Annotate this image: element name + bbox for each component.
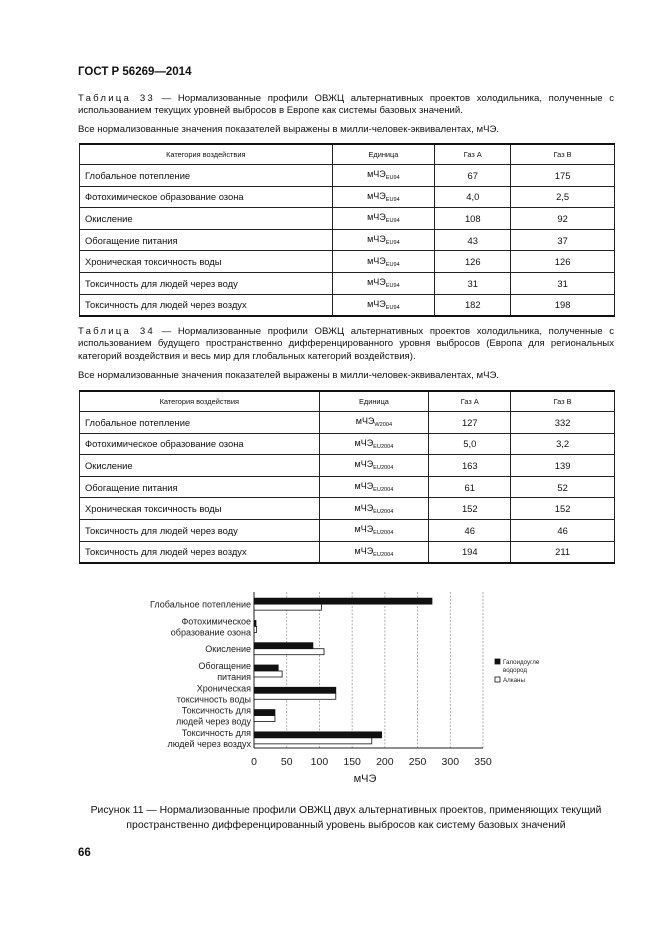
category-label: Токсичность для xyxy=(181,727,251,738)
unit-text: мЧЭ xyxy=(354,545,374,556)
gas-a-cell: 127 xyxy=(429,412,511,434)
category-cell: Токсичность для людей через воду xyxy=(80,272,333,294)
unit-text: мЧЭ xyxy=(354,459,374,470)
unit-subscript: W2004 xyxy=(374,422,393,429)
category-cell: Фотохимическое образование озона xyxy=(80,433,320,455)
category-label: Обогащение xyxy=(198,661,251,671)
gas-a-cell: 67 xyxy=(435,165,511,187)
category-label: Окисление xyxy=(205,644,251,655)
unit-subscript: EU94 xyxy=(385,175,400,182)
gas-a-cell: 108 xyxy=(435,208,511,230)
table34-label: Таблица 34 xyxy=(78,326,155,337)
x-axis-label: мЧЭ xyxy=(353,773,377,785)
gas-b-cell: 52 xyxy=(511,476,615,498)
table33-header-cell: Газ В xyxy=(511,144,615,165)
gas-b-cell: 175 xyxy=(511,165,615,187)
bar-series1 xyxy=(254,710,275,716)
gas-a-cell: 126 xyxy=(435,251,511,273)
x-tick-label: 200 xyxy=(376,756,394,768)
table34-header-cell: Газ В xyxy=(511,391,615,412)
gas-b-cell: 3,2 xyxy=(511,433,615,455)
unit-subscript: EU2004 xyxy=(373,443,394,450)
bar-series2 xyxy=(254,693,336,699)
category-cell: Токсичность для людей через воздух xyxy=(80,541,320,563)
x-tick-label: 350 xyxy=(474,756,492,768)
unit-text: мЧЭ xyxy=(367,212,386,223)
table34-header-cell: Единица xyxy=(319,391,429,412)
unit-text: мЧЭ xyxy=(355,416,375,427)
gas-a-cell: 31 xyxy=(435,272,511,294)
gas-a-cell: 194 xyxy=(429,541,511,563)
category-label: питания xyxy=(217,672,251,682)
gas-a-cell: 4,0 xyxy=(435,186,511,208)
table33-caption-text: — Нормализованные профили ОВЖЦ альтернативных проектов холодильника, полученные с использованием текущих уровней выбросов в Европе как системы базовых значений. xyxy=(78,93,615,117)
unit-subscript: EU2004 xyxy=(373,530,394,537)
unit-text: мЧЭ xyxy=(354,524,374,535)
unit-text: мЧЭ xyxy=(354,481,374,492)
legend-swatch xyxy=(495,677,500,682)
bar-series1 xyxy=(254,732,382,738)
x-tick-label: 150 xyxy=(343,756,361,768)
table33-note: Все нормализованные значения показателей выражены в милли-человек-эквивалентах, мЧЭ. xyxy=(78,124,500,135)
gas-b-cell: 46 xyxy=(511,519,615,541)
gas-a-cell: 61 xyxy=(429,476,511,498)
gas-b-cell: 139 xyxy=(511,455,615,477)
gas-b-cell: 211 xyxy=(511,541,615,563)
legend-label: водород xyxy=(503,667,527,674)
bar-series1 xyxy=(254,598,432,604)
x-tick-label: 100 xyxy=(310,756,329,768)
category-label: Хроническая xyxy=(196,683,251,694)
legend-label: Алканы xyxy=(503,677,525,684)
category-label: Глобальное потепление xyxy=(150,599,251,610)
category-cell: Глобальное потепление xyxy=(80,412,320,434)
unit-subscript: EU2004 xyxy=(373,508,394,515)
bar-series2 xyxy=(254,604,321,610)
unit-text: мЧЭ xyxy=(367,255,386,266)
category-cell: Обогащение питания xyxy=(80,476,320,498)
standard-header: ГОСТ Р 56269—2014 xyxy=(78,66,192,78)
table34-header-cell: Газ А xyxy=(429,391,511,412)
category-label: образование озона xyxy=(170,627,251,638)
unit-subscript: EU94 xyxy=(385,261,400,268)
table34-note: Все нормализованные значения показателей выражены в милли-человек-эквивалентах, мЧЭ. xyxy=(78,370,500,381)
unit-subscript: EU2004 xyxy=(373,487,394,494)
unit-text: мЧЭ xyxy=(354,502,374,513)
table33-header-cell: Газ А xyxy=(435,144,511,165)
category-cell: Окисление xyxy=(80,455,320,477)
gas-b-cell: 2,5 xyxy=(511,186,615,208)
category-cell: Хроническая токсичность воды xyxy=(80,498,320,520)
x-tick-label: 250 xyxy=(408,756,427,768)
table34-caption-text: — Нормализованные профили ОВЖЦ альтернативных проектов холодильника, полученные с использованием будущего пространственно дифференцированного уровня выбросов (Европа для региональных категорий воздействия и весь мир для глобальных категорий воздействия). xyxy=(78,326,615,362)
gas-a-cell: 182 xyxy=(435,294,511,316)
legend-swatch xyxy=(495,659,500,664)
gas-a-cell: 152 xyxy=(429,498,511,520)
category-label: токсичность воды xyxy=(176,694,251,705)
unit-text: мЧЭ xyxy=(367,190,386,201)
gas-b-cell: 332 xyxy=(511,412,615,434)
gas-a-cell: 43 xyxy=(435,229,511,251)
gas-a-cell: 5,0 xyxy=(429,433,511,455)
category-label: людей через воду xyxy=(176,716,251,727)
unit-text: мЧЭ xyxy=(367,298,386,309)
table33-header-cell: Категория воздействия xyxy=(80,144,333,165)
x-tick-label: 0 xyxy=(251,756,257,768)
unit-subscript: EU94 xyxy=(385,304,400,311)
unit-subscript: EU94 xyxy=(385,240,400,247)
table34-header-cell: Категория воздействия xyxy=(80,391,320,412)
unit-text: мЧЭ xyxy=(367,277,386,288)
category-label: Токсичность для xyxy=(181,705,251,716)
category-cell: Обогащение питания xyxy=(80,229,333,251)
figure11-caption: Рисунок 11 — Нормализованные профили ОВЖЦ двух альтернативных проектов, применяющих текущий пространственно дифференцированный уровень выбросов как систему базовых значений xyxy=(90,805,602,831)
category-cell: Токсичность для людей через воду xyxy=(80,519,320,541)
category-cell: Фотохимическое образование озона xyxy=(80,186,333,208)
bar-series1 xyxy=(254,643,313,649)
gas-b-cell: 92 xyxy=(511,208,615,230)
x-tick-label: 300 xyxy=(441,756,460,768)
bar-series2 xyxy=(254,738,372,744)
category-cell: Глобальное потепление xyxy=(80,165,333,187)
unit-subscript: EU94 xyxy=(385,196,400,203)
gas-b-cell: 31 xyxy=(511,272,615,294)
gas-a-cell: 163 xyxy=(429,455,511,477)
unit-subscript: EU94 xyxy=(385,283,400,290)
bar-series1 xyxy=(254,620,256,626)
bar-series1 xyxy=(254,665,278,671)
bar-series2 xyxy=(254,716,275,722)
category-cell: Хроническая токсичность воды xyxy=(80,251,333,273)
unit-subscript: EU2004 xyxy=(373,465,394,472)
category-label: Фотохимическое xyxy=(181,616,251,627)
legend-label: Галоидоугле xyxy=(503,659,540,666)
gas-b-cell: 198 xyxy=(511,294,615,316)
category-cell: Окисление xyxy=(80,208,333,230)
category-cell: Токсичность для людей через воздух xyxy=(80,294,333,316)
x-tick-label: 50 xyxy=(280,756,293,768)
gas-a-cell: 46 xyxy=(429,519,511,541)
table33-header-cell: Единица xyxy=(332,144,435,165)
unit-text: мЧЭ xyxy=(367,234,386,245)
unit-text: мЧЭ xyxy=(367,169,386,180)
gas-b-cell: 126 xyxy=(511,251,615,273)
unit-subscript: EU2004 xyxy=(373,551,394,558)
unit-text: мЧЭ xyxy=(354,437,374,448)
unit-subscript: EU94 xyxy=(385,218,400,225)
bar-series2 xyxy=(254,626,257,632)
bar-series1 xyxy=(254,687,336,693)
category-label: людей через воздух xyxy=(167,738,251,749)
bar-series2 xyxy=(254,671,282,677)
page-number: 66 xyxy=(78,847,91,859)
table33-label: Таблица 33 xyxy=(78,93,155,104)
gas-b-cell: 37 xyxy=(511,229,615,251)
gas-b-cell: 152 xyxy=(511,498,615,520)
bar-series2 xyxy=(254,649,324,655)
